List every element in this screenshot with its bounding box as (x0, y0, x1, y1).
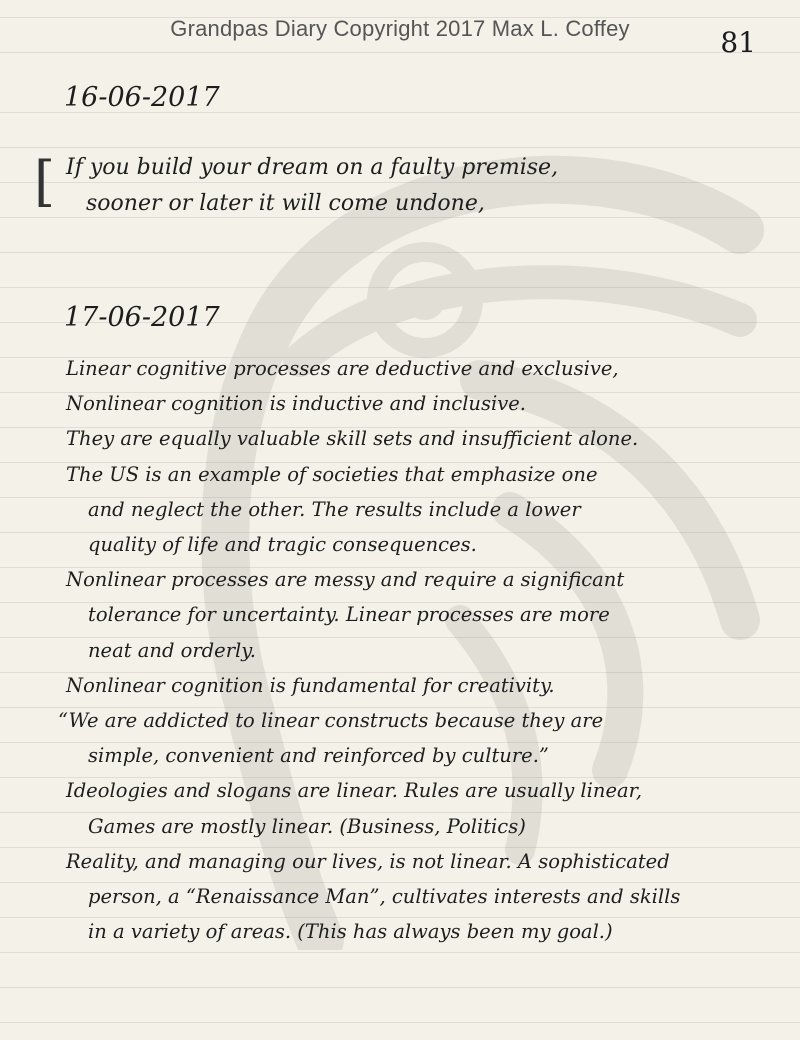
body-line: Linear cognitive processes are deductive and exclusive, (66, 357, 619, 380)
body-line: Reality, and managing our lives, is not linear. A sophisticated (66, 849, 670, 873)
body-line: Games are mostly linear. (Business, Politics) (88, 814, 526, 838)
body-line: simple, convenient and reinforced by culture.” (88, 744, 549, 768)
body-line: Nonlinear cognition is fundamental for creativity. (66, 673, 555, 697)
body-line: in a variety of areas. (This has always been my goal.) (88, 920, 613, 944)
body-line: and neglect the other. The results include a lower (88, 497, 581, 521)
body-line: Ideologies and slogans are linear. Rules are usually linear, (66, 779, 643, 803)
entry-body (58, 351, 786, 949)
body-line: quality of life and tragic consequences. (88, 533, 477, 557)
quote-line-2: sooner or later it will come undone, (86, 191, 485, 216)
quote-block (36, 150, 558, 222)
body-line: tolerance for uncertainty. Linear processes are more (88, 603, 610, 627)
body-line: Nonlinear processes are messy and require a significant (66, 568, 625, 592)
body-line: The US is an example of societies that emphasize one (66, 462, 598, 486)
page-number: 81 (720, 26, 756, 59)
entry-date-2: 17-06-2017 (64, 302, 220, 333)
body-line: They are equally valuable skill sets and insufficient alone. (66, 427, 639, 451)
body-line: “We are addicted to linear constructs because they are (58, 709, 604, 733)
quote-line-1: If you build your dream on a faulty premise, (66, 155, 559, 180)
body-line: person, a “Renaissance Man”, cultivates interests and skills (88, 885, 681, 909)
page-header-title: Grandpas Diary Copyright 2017 Max L. Coffey (170, 16, 630, 41)
bracket-mark: [ (34, 150, 56, 213)
entry-date-1: 16-06-2017 (64, 82, 220, 113)
body-line: neat and orderly. (88, 638, 256, 662)
body-line: Nonlinear cognition is inductive and inclusive. (66, 392, 526, 416)
